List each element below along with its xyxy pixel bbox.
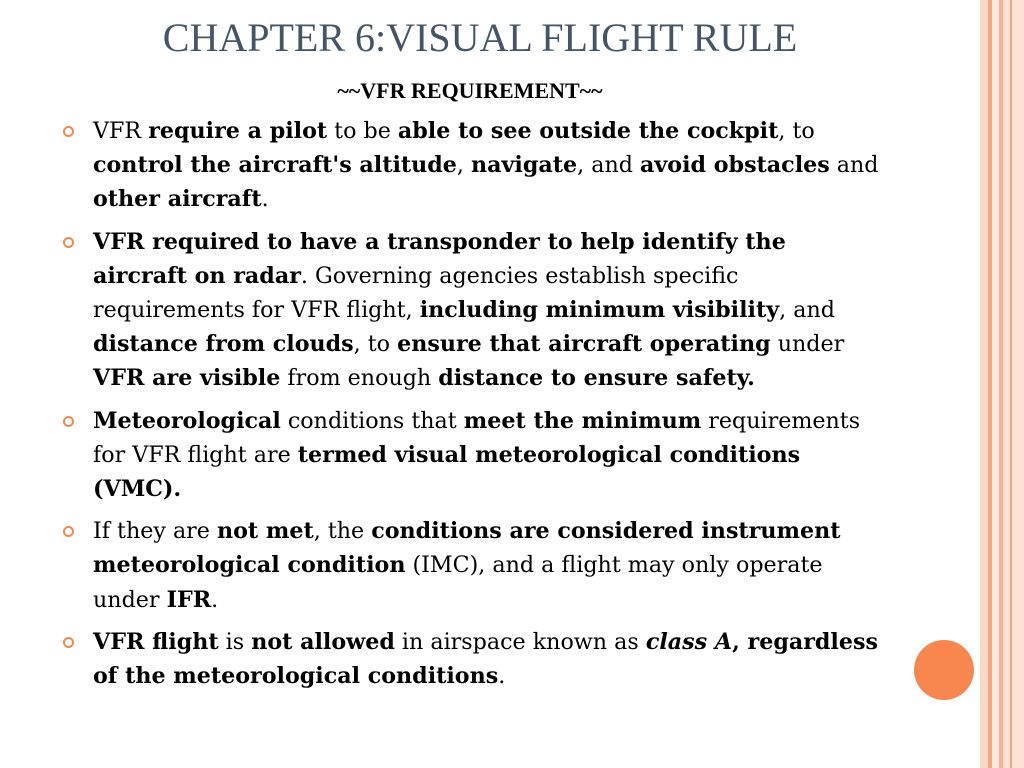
decor-stripe <box>1003 0 1024 768</box>
bullet-text-segment: from enough <box>280 365 439 392</box>
bullet-item <box>60 625 880 693</box>
bullet-text-segment: . <box>211 586 219 613</box>
bullet-item <box>60 114 880 217</box>
bullet-text-segment: , to <box>778 118 815 144</box>
bullet-text-segment: meet the minimum <box>463 407 702 434</box>
bullet-item <box>60 225 880 396</box>
bullet-text-segment: to be <box>327 118 398 144</box>
bullet-text-segment: is <box>218 628 252 655</box>
bullet-text-segment: class A <box>645 628 733 655</box>
bullet-text-segment: VFR flight <box>93 628 219 655</box>
bullet-text-segment: including minimum visibility <box>419 297 780 324</box>
bullet-item <box>60 404 880 507</box>
ring-bullet-icon <box>63 637 74 648</box>
bullet-text-segment: ensure that aircraft operating <box>397 331 771 358</box>
bullet-text-segment: IFR <box>166 586 212 613</box>
decor-circle <box>914 640 974 700</box>
bullet-text-segment: navigate <box>471 152 578 179</box>
bullet-text-segment: VFR required to have a transponder to help identify the aircraft on radar <box>93 228 786 289</box>
decor-stripe <box>992 0 999 768</box>
bullet-text-segment: require a pilot <box>148 118 328 144</box>
bullet-text-segment: distance to ensure safety. <box>438 365 755 392</box>
bullet-text-segment: other aircraft <box>93 186 262 213</box>
ring-bullet-icon <box>63 416 74 427</box>
ring-bullet-icon <box>63 237 74 248</box>
bullet-text-segment: able to see outside the cockpit <box>397 118 779 144</box>
bullet-text-segment: in airspace known as <box>394 628 646 655</box>
bullet-text-segment: VFR are visible <box>93 365 281 392</box>
bullet-text-segment: Meteorological <box>93 407 281 434</box>
bullet-text-segment: , and <box>577 152 641 179</box>
bullet-text-segment: termed visual meteorological conditions (VMC). <box>93 441 801 503</box>
ring-bullet-icon <box>63 526 74 537</box>
bullet-text-segment: , to <box>353 331 398 358</box>
bullet-text-segment: distance from clouds <box>93 331 354 358</box>
bullet-text-segment: , regardless of the meteorological conditions <box>93 628 878 690</box>
bullet-text-segment: not allowed <box>251 628 395 655</box>
bullet-text-segment: , the <box>313 518 372 545</box>
bullet-text-segment: , and <box>779 297 835 324</box>
bullet-text-segment: If they are <box>93 518 217 545</box>
bullet-text-segment: . Governing agencies establish specific requirements for VFR flight, <box>93 262 739 324</box>
bullet-text-segment: VFR <box>93 118 149 144</box>
bullet-text-segment: . <box>261 186 269 213</box>
decor-stripe <box>980 0 988 768</box>
bullet-text-segment: not met <box>216 518 314 545</box>
bullet-text-segment: (IMC), and a flight may only operate under <box>93 552 823 613</box>
bullet-text-segment: and <box>829 152 879 179</box>
bullet-text-segment: control the aircraft's altitude <box>93 152 457 179</box>
bullet-text-segment: conditions are considered instrument meteorological condition <box>93 518 841 579</box>
bullet-text-segment: under <box>770 331 845 358</box>
bullet-item <box>60 514 880 617</box>
bullet-list <box>60 114 880 701</box>
bullet-text-segment: requirements for VFR flight are <box>93 407 861 468</box>
bullet-text-segment: , <box>456 152 472 179</box>
bullet-text-segment: . <box>498 663 506 690</box>
decor-stripe <box>1010 0 1012 768</box>
ring-bullet-icon <box>63 126 74 137</box>
bullet-text-segment: conditions that <box>280 407 464 434</box>
slide-subtitle: ~~VFR REQUIREMENT~~ <box>337 78 603 103</box>
slide-title: CHAPTER 6:VISUAL FLIGHT RULE <box>162 15 798 60</box>
bullet-text-segment: avoid obstacles <box>640 152 830 179</box>
